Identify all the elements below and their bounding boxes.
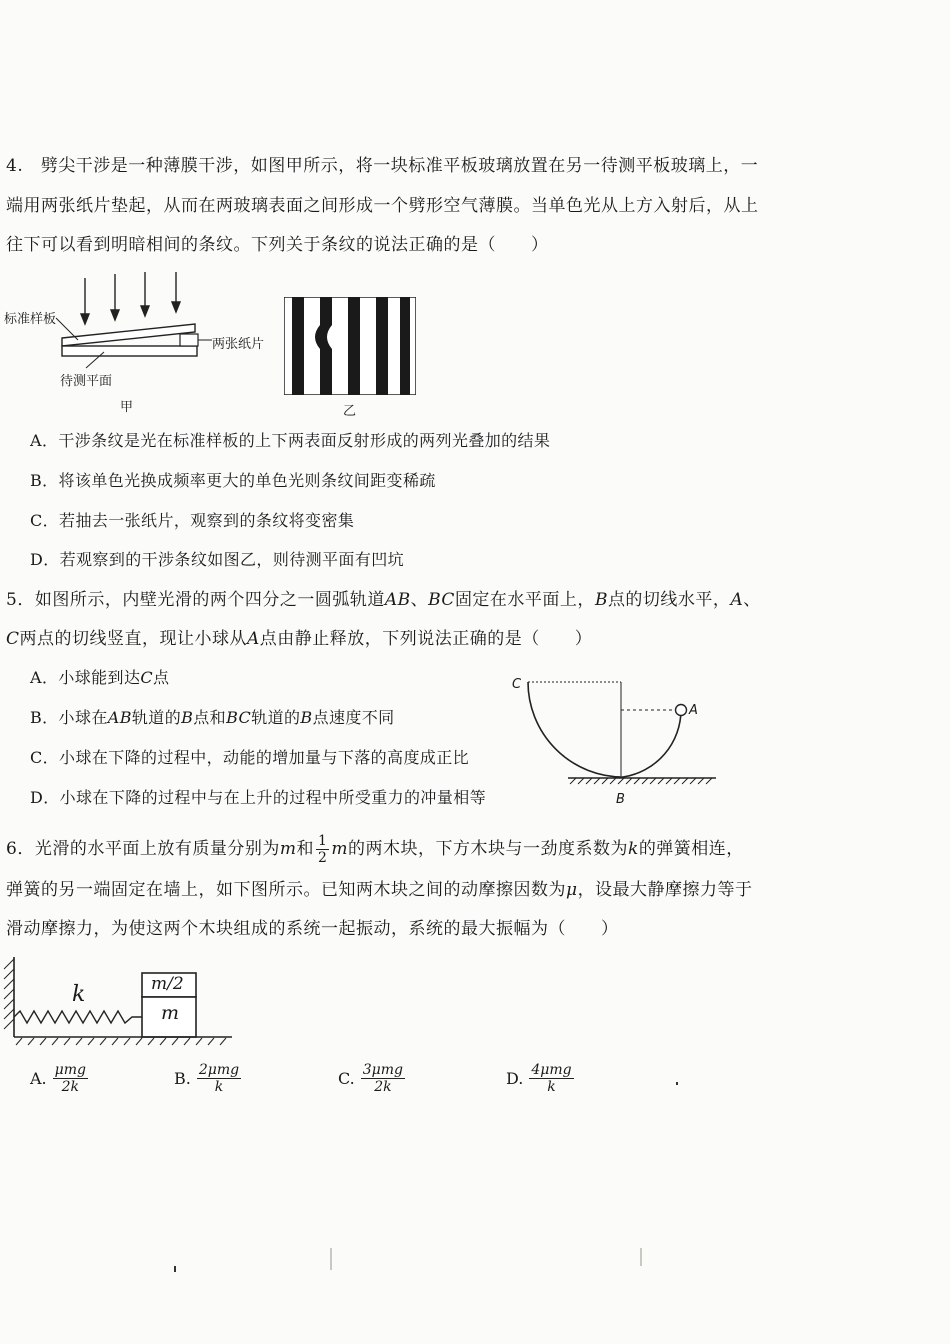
fraction-one-half: $\frac{1}{2}$ [317, 833, 328, 866]
q6-answer-c: C. $\frac{\text{3μmg}}{2k}$ [338, 1062, 404, 1095]
q5-option-d: D．小球在下降的过程中与在上升的过程中所受重力的冲量相等 [30, 788, 487, 807]
q4-option-d: D．若观察到的干涉条纹如图乙，则待测平面有凹坑 [30, 550, 405, 569]
label-point-b: B [616, 792, 625, 807]
scan-mark [676, 1082, 678, 1085]
scan-mark [640, 1248, 642, 1266]
label-two-papers: 两张纸片 [212, 337, 265, 352]
q5-option-b: B．小球在AB轨道的B点和BC轨道的B点速度不同 [30, 708, 395, 727]
q6-stem-line-2: 弹簧的另一端固定在墙上，如下图所示。已知两木块之间的动摩擦因数为μ，设最大静摩擦力等于 [6, 880, 753, 900]
label-standard-plate: 标准样板 [4, 312, 57, 327]
q4-stem-line-3: 往下可以看到明暗相间的条纹。下列关于条纹的说法正确的是（ ） [6, 235, 549, 255]
scan-mark [330, 1248, 332, 1270]
spring-blocks-figure [0, 955, 240, 1050]
q4-option-c: C．若抽去一张纸片，观察到的条纹将变密集 [30, 511, 355, 530]
label-point-a: A [689, 703, 698, 718]
q5-stem-line-1: 5．如图所示，内壁光滑的两个四分之一圆弧轨道AB、BC固定在水平面上，B点的切线水平，A、 [6, 590, 761, 610]
q5-stem-line-2: C两点的切线竖直，现让小球从A点由静止释放，下列说法正确的是（ ） [6, 629, 593, 649]
q6-answer-b: B. $\frac{\text{2μmg}}{k}$ [174, 1062, 240, 1095]
q4-stem-line-2: 端用两张纸片垫起，从而在两玻璃表面之间形成一个劈形空气薄膜。当单色光从上方入射后，从上 [6, 196, 759, 216]
label-point-c: C [512, 677, 522, 692]
q4-stem-line-1: 4. 劈尖干涉是一种薄膜干涉，如图甲所示，将一块标准平板玻璃放置在另一待测平板玻璃上，一 [6, 156, 759, 176]
label-spring-k: k [72, 982, 86, 1007]
arc-track-figure [506, 672, 736, 802]
label-bottom-block: m [161, 1002, 180, 1024]
fringe-pattern-figure [284, 297, 416, 395]
q6-stem-line-1: 6．光滑的水平面上放有质量分别为m和 $\frac{1}{2}$ m的两木块，下方木块与一劲度系数为k的弹簧相连， [6, 833, 744, 866]
q6-answer-d: D. $\frac{\text{4μmg}}{k}$ [506, 1062, 572, 1095]
q5-option-a: A．小球能到达C点 [30, 668, 170, 687]
q6-stem-line-3: 滑动摩擦力，为使这两个木块组成的系统一起振动，系统的最大振幅为（ ） [6, 919, 619, 939]
label-yi: 乙 [343, 404, 357, 419]
label-top-block: m/2 [151, 974, 184, 994]
q4-option-b: B．将该单色光换成频率更大的单色光则条纹间距变稀疏 [30, 471, 436, 490]
label-jia: 甲 [120, 400, 134, 415]
q6-answer-a: A. $\frac{\text{μmg}}{2k}$ [30, 1062, 86, 1095]
q4-option-a: A．干涉条纹是光在标准样板的上下两表面反射形成的两列光叠加的结果 [30, 431, 551, 450]
scan-mark [174, 1266, 176, 1272]
q5-option-c: C．小球在下降的过程中，动能的增加量与下落的高度成正比 [30, 748, 470, 767]
label-test-plane: 待测平面 [60, 374, 113, 389]
